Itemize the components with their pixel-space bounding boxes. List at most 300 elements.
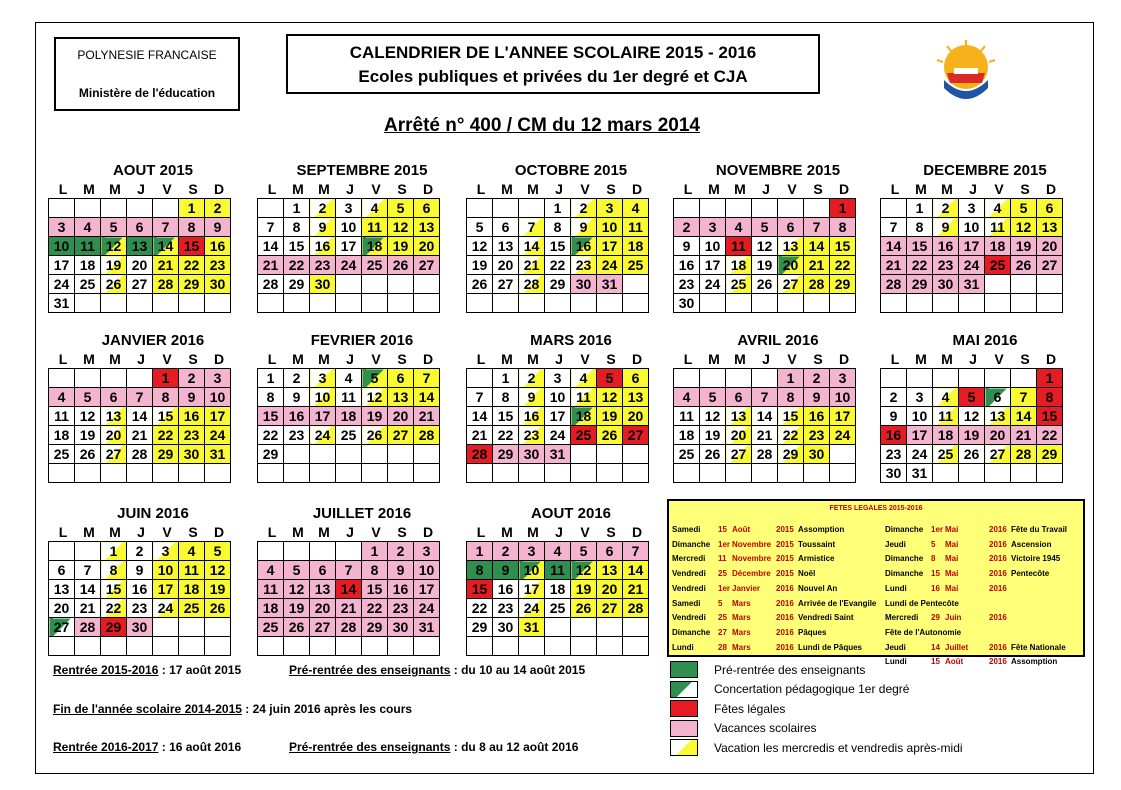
day-cell [414,464,440,483]
fetes-legales-box [667,499,1085,667]
day-cell [258,199,284,218]
day-cell [127,294,153,313]
weekday-label: M [83,351,95,367]
month-calendar [257,161,467,313]
weekday-label: V [162,351,172,367]
fete-field: Mercredi [885,613,919,623]
weekday-header [468,524,676,541]
month-grid [880,368,1063,483]
week-row [467,218,649,237]
day-cell: 3 [700,218,726,237]
month-title: NOVEMBRE 2015 [715,162,841,179]
day-cell: 7 [519,218,545,237]
weekday-label: S [397,181,407,197]
day-cell: 21 [467,426,493,445]
day-cell [778,199,804,218]
day-cell: 12 [597,388,623,407]
day-cell: 30 [493,618,519,637]
weekday-label: V [580,351,590,367]
legend-label: Pré-rentrée des enseignants [714,662,866,677]
day-cell [179,294,205,313]
weekday-label: S [813,181,823,197]
day-cell: 28 [258,275,284,294]
day-cell [519,464,545,483]
day-cell [258,637,284,656]
day-cell: 29 [284,275,310,294]
fete-field: Mai [945,539,959,549]
day-cell: 24 [545,426,571,445]
fete-row [885,523,1083,538]
day-cell: 25 [623,256,649,275]
weekday-label: M [527,351,539,367]
day-cell: 25 [985,256,1011,275]
day-cell: 21 [881,256,907,275]
day-cell [336,294,362,313]
fetes-left-column [672,523,876,655]
weekday-label: D [213,524,225,540]
weekday-label: J [346,181,354,197]
day-cell [778,294,804,313]
fete-field: 2016 [776,583,794,593]
day-cell [674,369,700,388]
weekday-label: L [683,181,693,197]
weekday-label: V [162,181,172,197]
day-cell: 18 [336,407,362,426]
month-title: AOUT 2015 [112,162,194,179]
day-cell: 1 [179,199,205,218]
day-cell [907,369,933,388]
day-cell: 21 [258,256,284,275]
day-cell [726,294,752,313]
week-row [258,464,440,483]
weekday-label: D [838,181,850,197]
day-cell: 24 [597,256,623,275]
day-cell: 9 [881,407,907,426]
day-cell [726,369,752,388]
day-cell: 19 [1011,237,1037,256]
fete-field: 5 [931,539,936,549]
day-cell: 14 [881,237,907,256]
day-cell: 10 [597,218,623,237]
day-cell: 6 [388,369,414,388]
day-cell: 24 [205,426,231,445]
day-cell: 25 [179,599,205,618]
weekday-label: M [318,181,330,197]
day-cell: 21 [153,256,179,275]
week-row [467,561,649,580]
weekday-label: S [188,351,198,367]
day-cell: 11 [623,218,649,237]
day-cell: 24 [310,426,336,445]
day-cell: 7 [1011,388,1037,407]
day-cell: 18 [571,407,597,426]
day-cell: 19 [752,256,778,275]
day-cell: 22 [467,599,493,618]
day-cell [310,294,336,313]
day-cell: 27 [310,618,336,637]
month-grid [257,368,440,483]
day-cell: 26 [284,618,310,637]
day-cell [75,542,101,561]
weekday-label: M [734,351,746,367]
day-cell: 22 [1037,426,1063,445]
day-cell: 3 [597,199,623,218]
day-cell [205,464,231,483]
day-cell [985,464,1011,483]
fete-field: 2016 [989,525,1007,534]
day-cell: 30 [881,464,907,483]
day-cell [362,275,388,294]
day-cell: 1 [830,199,856,218]
day-cell [881,369,907,388]
day-cell: 19 [284,599,310,618]
month-calendar [880,161,1090,313]
day-cell: 30 [674,294,700,313]
day-cell [336,275,362,294]
day-cell: 15 [907,237,933,256]
week-row [49,426,231,445]
day-cell: 26 [571,599,597,618]
day-cell: 31 [519,618,545,637]
fete-field: Vendredi [672,613,706,623]
day-cell: 27 [778,275,804,294]
day-cell [179,637,205,656]
day-cell: 27 [127,275,153,294]
polynesia-emblem-logo [935,40,997,110]
day-cell [284,294,310,313]
day-cell: 21 [75,599,101,618]
fete-field: 2015 [776,569,794,579]
week-row [49,218,231,237]
day-cell: 13 [1037,218,1063,237]
day-cell [362,294,388,313]
day-cell: 14 [75,580,101,599]
day-cell: 9 [493,561,519,580]
fete-field: 15 [718,525,727,534]
day-cell: 31 [959,275,985,294]
day-cell: 29 [907,275,933,294]
day-cell: 25 [726,275,752,294]
fete-field: Août [732,525,751,534]
day-cell: 13 [49,580,75,599]
weekday-header [259,351,467,368]
week-row [674,445,856,464]
day-cell: 25 [336,426,362,445]
day-cell: 16 [571,237,597,256]
weekday-label: L [267,524,277,540]
day-cell: 24 [700,275,726,294]
day-cell: 7 [881,218,907,237]
day-cell: 5 [959,388,985,407]
day-cell: 10 [700,237,726,256]
week-row [881,237,1063,256]
day-cell: 17 [907,426,933,445]
fete-field: 1er [718,583,731,593]
day-cell [519,637,545,656]
weekday-label: J [555,524,563,540]
week-row [258,542,440,561]
fete-row [672,523,876,538]
month-grid [673,198,856,313]
day-cell: 28 [414,426,440,445]
day-cell [519,199,545,218]
day-cell: 27 [414,256,440,275]
weekday-label: L [890,181,900,197]
day-cell: 21 [519,256,545,275]
weekday-label: V [371,351,381,367]
fete-field: 27 [718,627,727,637]
pre-rentree-2015-note: Pré-rentrée des enseignants : du 10 au 14 août 2015 [289,663,586,677]
day-cell: 30 [179,445,205,464]
day-cell [388,464,414,483]
day-cell: 19 [205,580,231,599]
month-title: AOUT 2016 [530,505,612,522]
day-cell [49,369,75,388]
day-cell [1011,275,1037,294]
weekday-header [468,181,676,198]
day-cell: 20 [414,237,440,256]
fete-field: Dimanche [885,569,924,579]
day-cell: 22 [258,426,284,445]
day-cell: 19 [571,580,597,599]
month-calendar [48,504,258,656]
weekday-label: M [941,181,953,197]
day-cell: 26 [959,445,985,464]
fete-field: 11 [718,554,727,564]
day-cell: 15 [467,580,493,599]
day-cell: 21 [127,426,153,445]
day-cell: 13 [310,580,336,599]
day-cell: 27 [49,618,75,637]
day-cell: 7 [414,369,440,388]
day-cell: 5 [205,542,231,561]
day-cell [49,199,75,218]
day-cell: 30 [933,275,959,294]
day-cell: 28 [519,275,545,294]
week-row [674,407,856,426]
day-cell: 4 [179,542,205,561]
day-cell: 22 [493,426,519,445]
day-cell: 24 [907,445,933,464]
day-cell: 28 [1011,445,1037,464]
day-cell: 26 [700,445,726,464]
day-cell: 4 [545,542,571,561]
day-cell: 31 [49,294,75,313]
day-cell: 17 [336,237,362,256]
day-cell [623,637,649,656]
day-cell: 2 [571,199,597,218]
day-cell: 1 [101,542,127,561]
legend-swatch [670,720,698,737]
legend-swatch [670,739,698,756]
ministry-label: Ministère de l'éducation [78,86,216,100]
fete-field: Lundi [672,642,694,652]
weekday-label: L [476,524,486,540]
day-cell: 2 [674,218,700,237]
day-cell: 2 [179,369,205,388]
day-cell: 16 [310,237,336,256]
fete-field: Nouvel An [798,583,838,593]
day-cell: 29 [101,618,127,637]
month-calendar [880,331,1090,483]
weekday-label: V [994,181,1004,197]
day-cell [362,637,388,656]
weekday-header [468,351,676,368]
fete-field: Lundi de Pentecôte [885,598,959,608]
fete-field: 14 [931,642,940,652]
week-row [258,445,440,464]
day-cell [700,464,726,483]
day-cell [414,275,440,294]
day-cell: 16 [127,580,153,599]
day-cell: 30 [310,275,336,294]
day-cell: 31 [597,275,623,294]
weekday-label: J [762,181,770,197]
day-cell: 29 [258,445,284,464]
day-cell: 16 [493,580,519,599]
day-cell [153,637,179,656]
fete-row [672,597,876,612]
day-cell: 15 [778,407,804,426]
fete-field: 2016 [989,583,1007,593]
day-cell [571,445,597,464]
weekday-label: V [580,524,590,540]
rentree-2015-note: Rentrée 2015-2016 : 17 août 2015 [53,663,242,677]
day-cell: 22 [362,599,388,618]
legend-label: Vacances scolaires [714,721,817,736]
day-cell: 23 [179,426,205,445]
month-calendar [466,504,676,656]
day-cell: 1 [362,542,388,561]
day-cell [545,464,571,483]
day-cell: 18 [623,237,649,256]
week-row [881,426,1063,445]
day-cell [284,542,310,561]
weekday-label: M [708,181,720,197]
day-cell [1037,275,1063,294]
day-cell: 30 [519,445,545,464]
day-cell: 23 [493,599,519,618]
month-grid [48,368,231,483]
legend-label: Vacation les mercredis et vendredis après-midi [714,740,963,755]
day-cell: 26 [467,275,493,294]
weekday-label: S [1020,181,1030,197]
day-cell [545,294,571,313]
day-cell: 3 [49,218,75,237]
fete-row [885,611,1083,640]
day-cell [1037,464,1063,483]
day-cell: 3 [310,369,336,388]
day-cell: 11 [336,388,362,407]
day-cell: 3 [545,369,571,388]
day-cell: 2 [804,369,830,388]
day-cell: 18 [75,256,101,275]
day-cell: 3 [336,199,362,218]
day-cell [362,445,388,464]
weekday-label: S [188,524,198,540]
week-row [881,407,1063,426]
fete-row [672,626,876,641]
day-cell: 19 [362,407,388,426]
month-calendar [466,161,676,313]
fete-field: Samedi [672,598,701,608]
day-cell: 18 [179,580,205,599]
day-cell: 9 [933,218,959,237]
month-calendar [48,331,258,483]
day-cell: 13 [778,237,804,256]
weekday-header [259,181,467,198]
fete-field: Août [945,657,964,667]
day-cell: 26 [1011,256,1037,275]
fete-row [885,552,1083,567]
week-row [467,294,649,313]
day-cell: 7 [127,388,153,407]
week-row [467,542,649,561]
fete-field: Assomption [798,525,845,534]
day-cell: 1 [467,542,493,561]
day-cell: 13 [985,407,1011,426]
day-cell: 22 [907,256,933,275]
weekday-label: S [1020,351,1030,367]
day-cell [388,294,414,313]
day-cell: 4 [362,199,388,218]
weekday-label: S [397,524,407,540]
day-cell: 22 [284,256,310,275]
fete-field: 2016 [989,569,1007,579]
fete-field: 25 [718,613,727,623]
week-row [49,199,231,218]
day-cell: 11 [985,218,1011,237]
week-row [258,369,440,388]
day-cell: 22 [179,256,205,275]
weekday-label: M [941,351,953,367]
weekday-label: J [137,351,145,367]
weekday-label: V [371,524,381,540]
day-cell: 31 [907,464,933,483]
fete-field: Toussaint [798,539,836,549]
day-cell: 8 [179,218,205,237]
fete-field: Jeudi [885,642,906,652]
day-cell: 18 [362,237,388,256]
day-cell: 28 [752,445,778,464]
day-cell: 17 [545,407,571,426]
weekday-label: V [162,524,172,540]
day-cell: 6 [778,218,804,237]
day-cell: 29 [830,275,856,294]
day-cell: 30 [127,618,153,637]
fete-field: Fête Nationale [1011,642,1066,652]
day-cell: 24 [414,599,440,618]
day-cell: 14 [258,237,284,256]
day-cell: 11 [571,388,597,407]
day-cell [623,445,649,464]
week-row [258,218,440,237]
weekday-label: J [762,351,770,367]
week-row [258,407,440,426]
fete-field: 1er [718,539,731,549]
country-label: POLYNESIE FRANCAISE [77,48,217,62]
day-cell: 4 [258,561,284,580]
weekday-label: L [890,351,900,367]
day-cell: 27 [493,275,519,294]
day-cell: 26 [388,256,414,275]
day-cell: 4 [726,218,752,237]
day-cell: 3 [205,369,231,388]
day-cell: 28 [75,618,101,637]
pre-rentree-2016-note: Pré-rentrée des enseignants : du 8 au 12 août 2016 [289,740,579,754]
day-cell: 6 [49,561,75,580]
day-cell: 20 [101,426,127,445]
